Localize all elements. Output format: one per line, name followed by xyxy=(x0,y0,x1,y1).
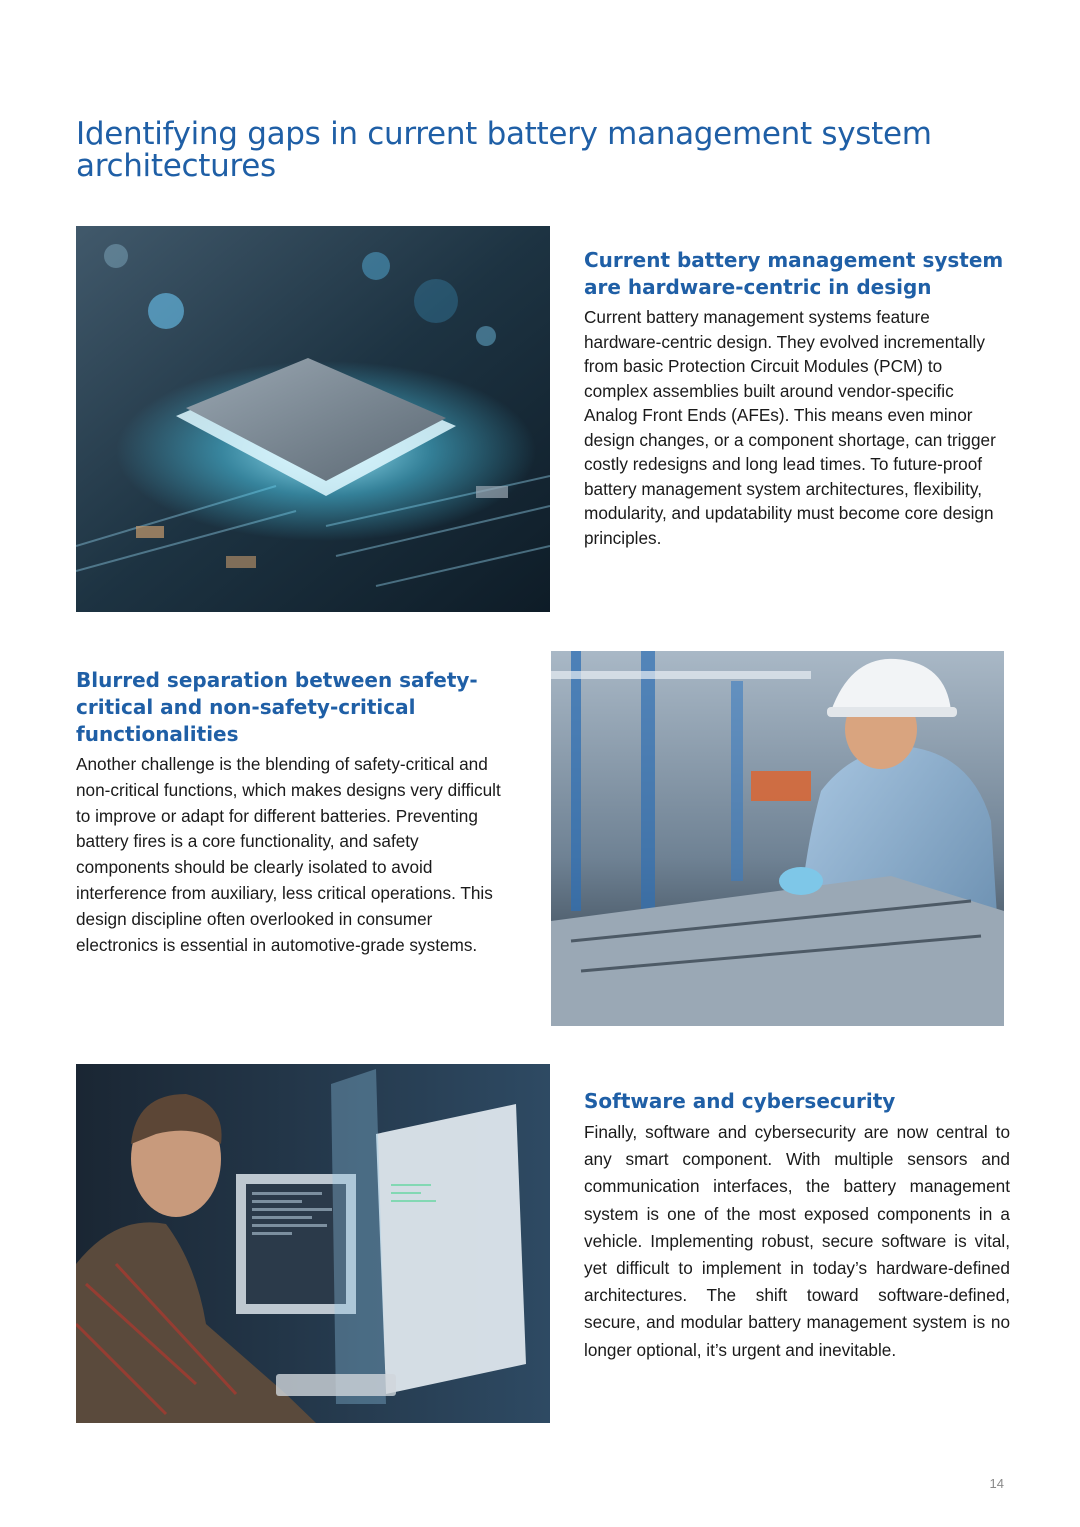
section-body: Current battery management systems feature hardware-centric design. They evolved incrementally from basic Protection Circuit Modules (PCM) to complex assemblies built around vendor-specific Analog Front Ends (AFEs). This means even minor design changes, or a component shortage, can trigger costly redesigns and long lead times. To future-proof battery management system architectures, flexibility, modularity, and updatability must become core design principles. xyxy=(584,307,996,548)
section-software-cybersecurity xyxy=(584,1088,1010,1364)
section-safety-separation xyxy=(76,667,516,958)
section-heading: Software and cybersecurity xyxy=(584,1089,896,1113)
section-heading: Blurred separation between safety-critical and non-safety-critical functionalities xyxy=(76,668,478,746)
page-number: 14 xyxy=(989,1476,1004,1491)
section-hardware-centric xyxy=(584,247,1009,550)
page-title: Identifying gaps in current battery management system architectures xyxy=(76,116,932,184)
section-body: Another challenge is the blending of safety-critical and non-critical functions, which makes designs very difficult to improve or adapt for different batteries. Preventing battery fires is a core functionality, and safety components should be clearly isolated to avoid interference from auxiliary, less critical operations. This design discipline often overlooked in consumer electronics is essential in automotive-grade systems. xyxy=(76,754,501,955)
section-heading: Current battery management system are hardware-centric in design xyxy=(584,248,1004,299)
section-body: Finally, software and cybersecurity are now central to any smart component. With multiple sensors and communication interfaces, the battery management system is one of the most exposed components in a vehicle. Implementing robust, secure software is vital, yet difficult to implement in today’s hardware-defined architectures. The shift toward software-defined, secure, and modular battery management system is no longer optional, it’s urgent and inevitable. xyxy=(584,1122,1010,1360)
circuit-chip-photo xyxy=(76,226,550,612)
developer-screens-photo xyxy=(76,1064,550,1423)
factory-worker-photo xyxy=(551,651,1004,1026)
